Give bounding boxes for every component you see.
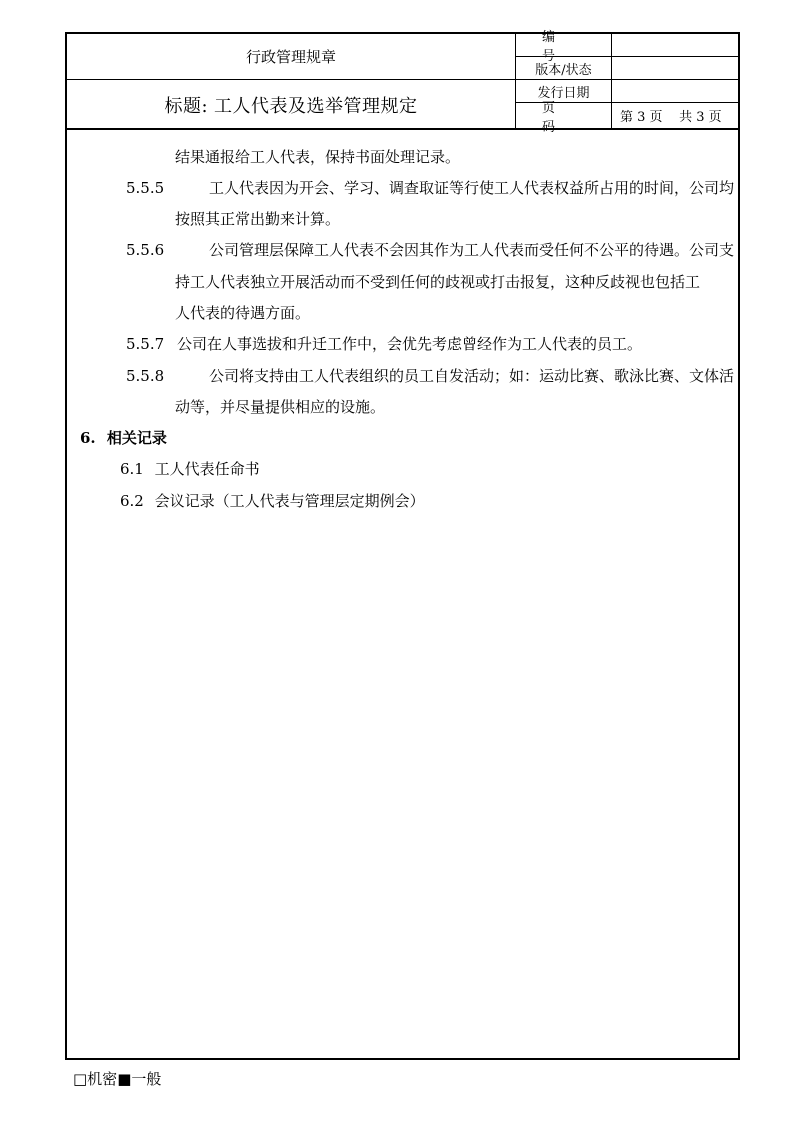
title-text: 工人代表及选举管理规定 <box>214 95 418 117</box>
record-text: 工人代表任命书 <box>154 460 260 478</box>
section-6-heading <box>80 428 167 448</box>
issue-date-value <box>612 80 738 103</box>
category-text: 行政管理规章 <box>245 48 336 66</box>
record-item <box>120 491 425 511</box>
clause-5-5-5-cont: 按照其正常出勤来计算。 <box>175 210 341 228</box>
clause-5-5-7 <box>126 334 642 354</box>
document-category <box>67 34 516 80</box>
version-label: 版本/状态 <box>516 57 612 80</box>
page-value: 第 3 页 共 3 页 <box>620 110 722 125</box>
clause-number: 5.5.8 <box>126 367 165 385</box>
general-option: ■一般 <box>117 1070 162 1088</box>
clause-text: 公司将支持由工人代表组织的员工自发活动；如：运动比赛、歌泳比赛、文体活 <box>208 367 734 385</box>
section-number: 6. <box>80 429 96 447</box>
clause-5-5-8 <box>126 366 734 386</box>
clause-number: 5.5.7 <box>126 335 165 353</box>
clause-text: 公司在人事选拔和升迁工作中，会优先考虑曾经作为工人代表的员工。 <box>176 335 642 353</box>
header-divider <box>67 128 738 130</box>
clause-5-5-6 <box>126 240 734 260</box>
continuation-line: 结果通报给工人代表，保持书面处理记录。 <box>175 148 461 166</box>
section-title: 相关记录 <box>106 429 167 447</box>
confidential-option: □机密 <box>73 1070 118 1088</box>
clause-number: 5.5.6 <box>126 241 165 259</box>
record-number: 6.2 <box>120 492 144 510</box>
record-item <box>120 459 260 479</box>
clause-text: 公司管理层保障工人代表不会因其作为工人代表而受任何不公平的待遇。公司支 <box>208 241 734 259</box>
document-title <box>67 80 516 129</box>
clause-number: 5.5.5 <box>126 179 165 197</box>
clause-5-5-6-cont2: 人代表的待遇方面。 <box>175 304 311 322</box>
number-label: 编号 <box>516 34 612 57</box>
title-prefix: 标题: <box>164 95 209 117</box>
record-number: 6.1 <box>120 460 144 478</box>
clause-5-5-8-cont: 动等，并尽量提供相应的设施。 <box>175 398 386 416</box>
confidentiality-marker <box>73 1068 161 1089</box>
clause-5-5-5 <box>126 178 734 198</box>
clause-5-5-6-cont: 持工人代表独立开展活动而不受到任何的歧视或打击报复，这种反歧视也包括工 <box>175 273 701 291</box>
record-text: 会议记录（工人代表与管理层定期例会） <box>154 492 425 510</box>
version-value <box>612 57 738 80</box>
issue-date-label: 发行日期 <box>516 80 612 103</box>
clause-text: 工人代表因为开会、学习、调查取证等行使工人代表权益所占用的时间，公司均 <box>208 179 734 197</box>
number-value <box>612 34 738 57</box>
page-label: 页码 <box>516 103 612 128</box>
